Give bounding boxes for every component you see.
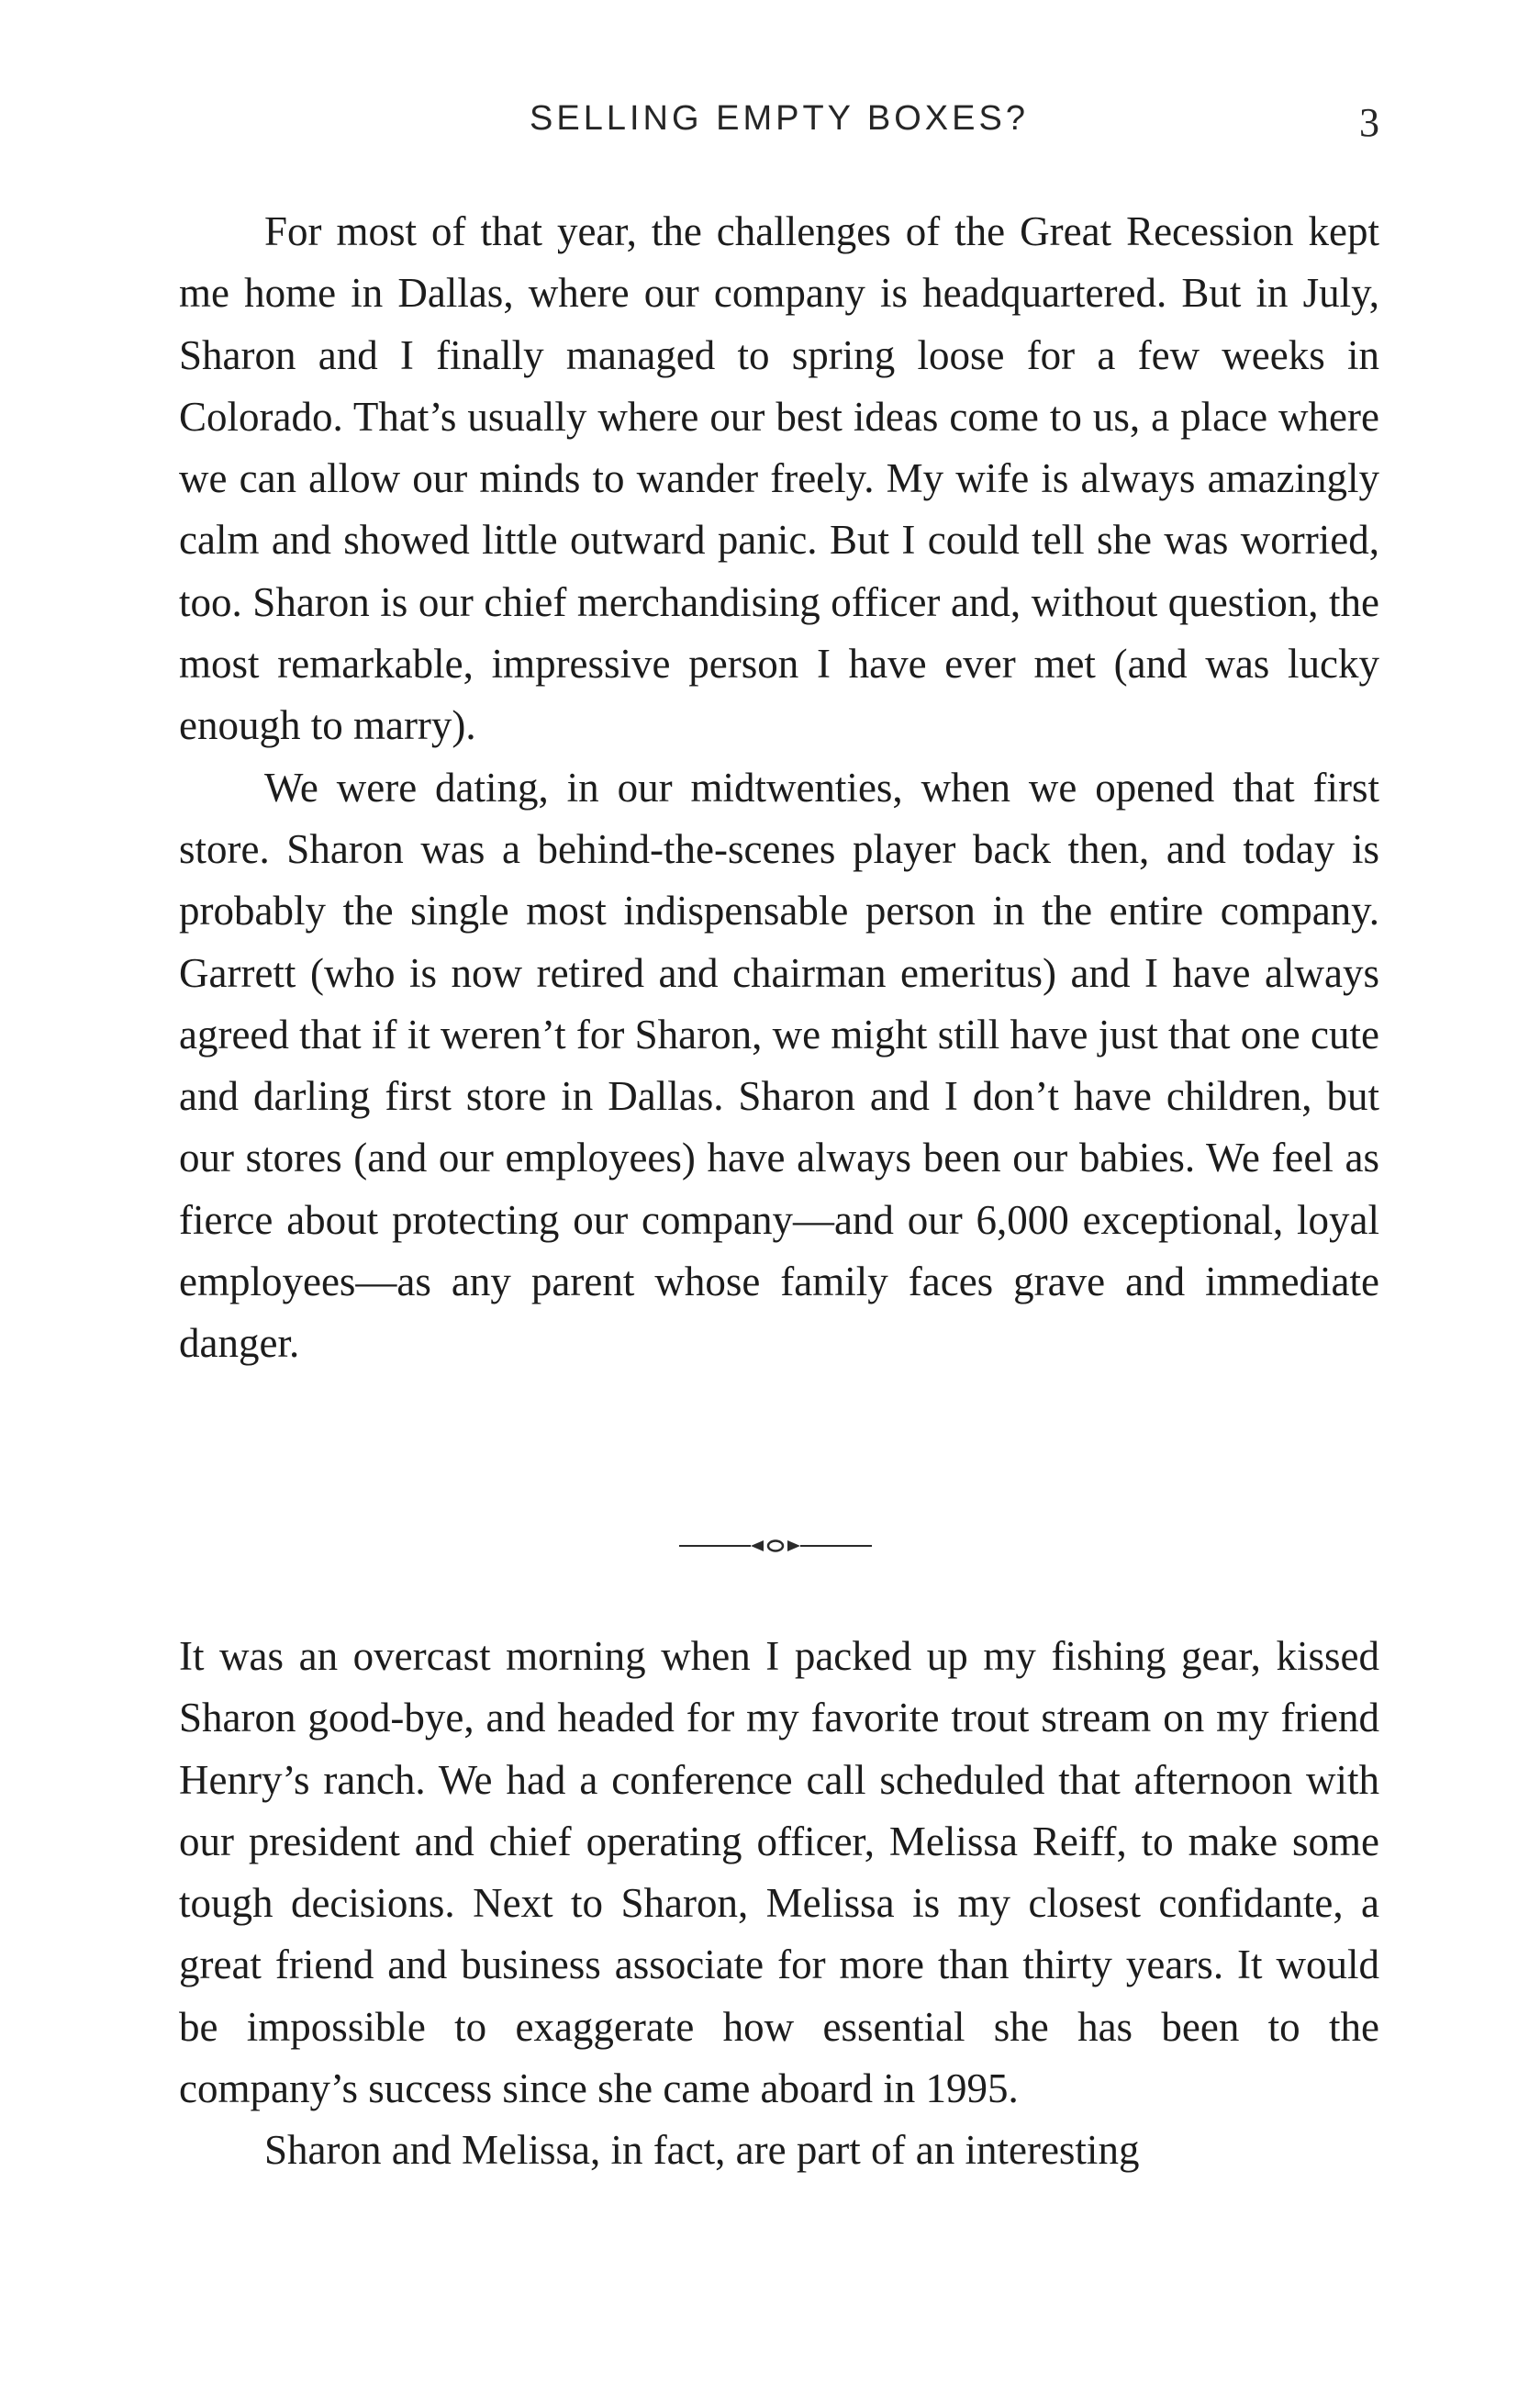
page-number: 3 [1359, 100, 1379, 145]
paragraph: We were dating, in our midtwenties, when we opened that first store. Sharon was a behind-the-scenes player back then, and today is probably the single most indispensable person in the entire company. Garrett (who is now retired and chairman emeritus) and I have always agreed that if it weren’t for Sharon, we might still have just that one cute and darling first store in Dallas. Sharon and I don’t have children, but our stores (and our employees) have always been our babies. We feel as fierce about protecting our company—and our 6,000 exceptional, loyal employees—as any parent whose family faces grave and immediate danger. [179, 764, 1379, 1367]
paragraph: For most of that year, the challenges of the Great Recession kept me home in Dallas, where our company is headquartered. But in July, Sharon and I finally managed to spring loose for a few weeks in Colorado. That’s usually where our best ideas come to us, a place where we can allow our minds to wander freely. My wife is always amazingly calm and showed little outward panic. But I could tell she was worried, too. Sharon is our chief merchandising officer and, without question, the most remarkable, impressive person I have ever met (and was lucky enough to marry). [179, 208, 1379, 749]
paragraph: It was an overcast morning when I packed up my fishing gear, kissed Sharon good-bye, and headed for my favorite trout stream on my friend Henry’s ranch. We had a conference call scheduled that afternoon with our president and chief operating officer, Melissa Reiff, to make some tough decisions. Next to Sharon, Melissa is my closest confidante, a great friend and business associate for more than thirty years. It would be impossible to exaggerate how essential she has been to the company’s success since she came aboard in 1995. [179, 1633, 1379, 2112]
paragraph: Sharon and Melissa, in fact, are part of an interesting [264, 2127, 1140, 2174]
section-1 [179, 201, 1379, 1375]
running-head [179, 99, 1379, 145]
section-2 [179, 1626, 1379, 2182]
running-title: SELLING EMPTY BOXES? [530, 99, 1029, 138]
section-break-ornament-icon [679, 1535, 872, 1557]
